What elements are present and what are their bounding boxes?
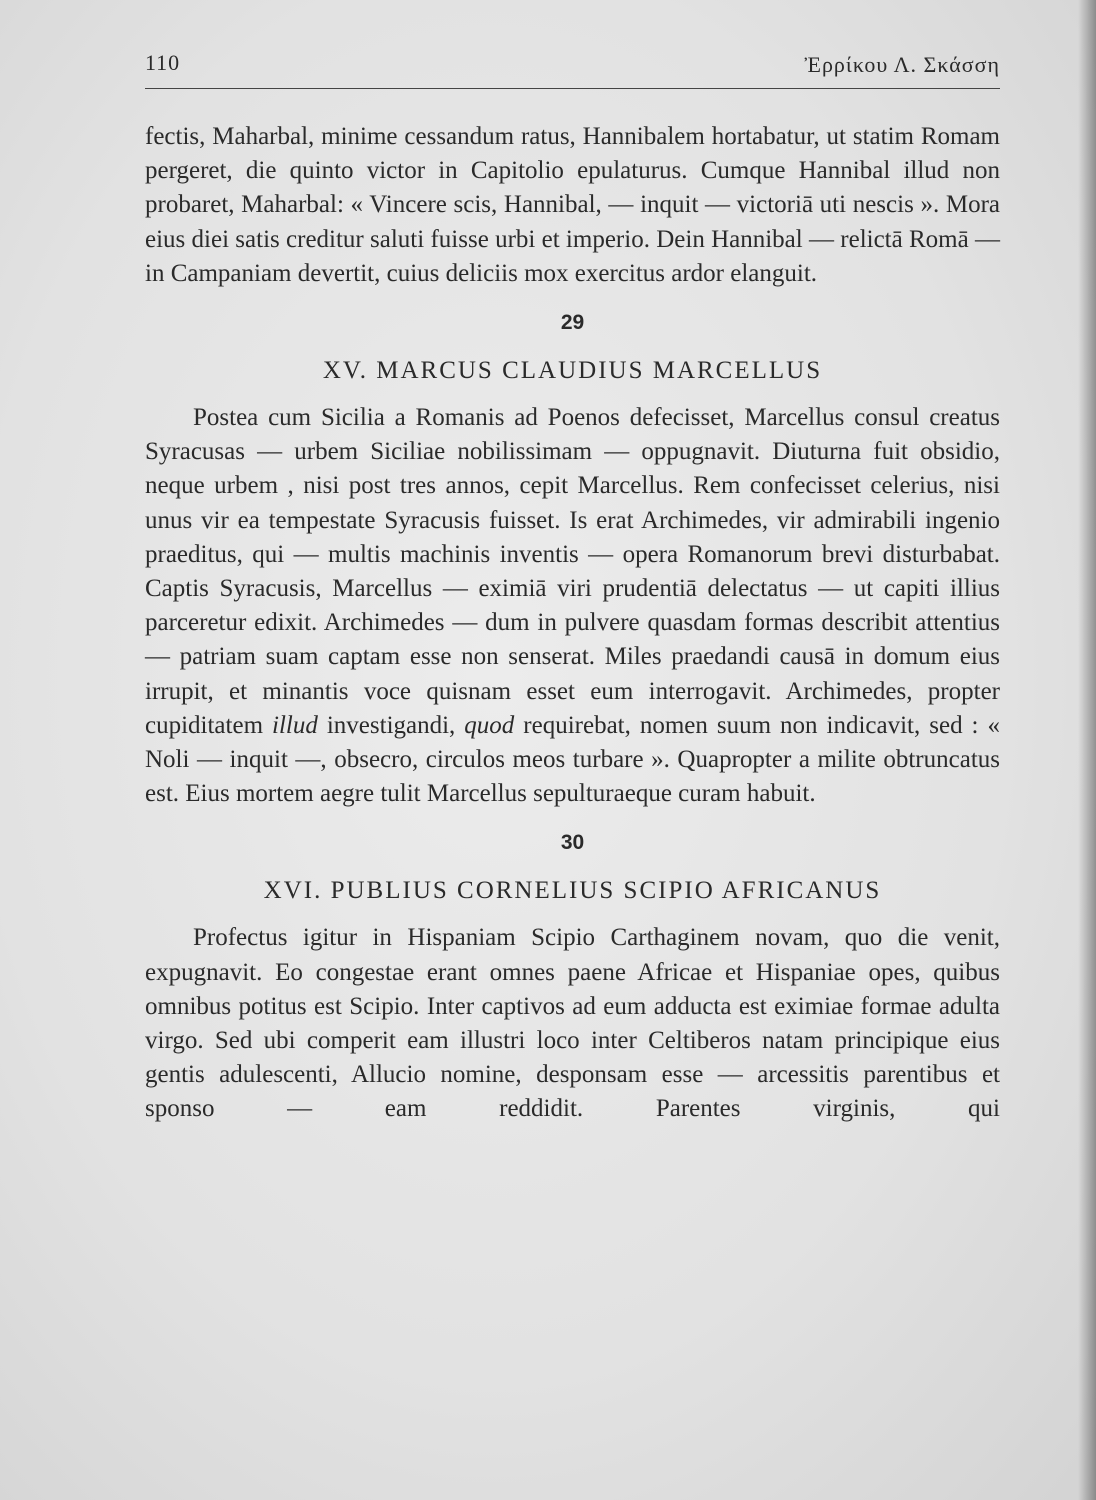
running-head: Ἐρρίκου Λ. Σκάσση [804,52,1000,77]
section-number: 29 [560,311,585,335]
section-number: 30 [560,831,585,855]
paragraph-text: requirebat, nomen suum non indicavit, sed : « Noli — inquit —, obsecro, circulos meos turbare ». Quapropter a milite obtruncatus est. Eius mortem aegre tulit Marcellus sepulturaeque curam habuit. [145,711,1000,808]
section-title: XV. MARCUS CLAUDIUS MARCELLUS [322,357,823,385]
paragraph-text: investigandi, [317,711,465,739]
page-edge-shadow [1078,0,1096,1500]
italic-word: quod [464,711,515,739]
italic-word: illud [272,711,318,739]
section-paragraph [145,401,1000,811]
intro-paragraph: fectis, Maharbal, minime cessandum ratus, Hannibalem hortabatur, ut statim Romam pergeret, die quinto victor in Capitolio epulaturus. Cumque Hannibal illud non probaret, Maharbal: « Vincere scis, Hannibal, — inquit — victoriā uti nescis ». Mora eius diei satis creditur saluti fuisse urbi et imperio. Dein Hannibal — relictā Romā — in Campaniam devertit, cuius deliciis mox exercitus ardor elanguit. [145,123,1000,287]
section-paragraph: Profectus igitur in Hispaniam Scipio Carthaginem novam, quo die venit, expugnavit. Eo congestae erant omnes paene Africae et Hispaniae opes, quibus omnibus potitus est Scipio. Inter captivos ad eum adducta est eximiae formae adulta virgo. Sed ubi comperit eam illustri loco inter Celtiberos natam principique eius gentis adulescenti, Allucio nomine, desponsam esse — arcessitis parentibus et sponso — eam reddidit. Parentes virginis, qui [145,924,1000,1123]
page-number: 110 [145,50,181,75]
section-title: XVI. PUBLIUS CORNELIUS SCIPIO AFRICANUS [263,877,882,905]
header-rule [145,88,1000,89]
paragraph-text: Postea cum Sicilia a Romanis ad Poenos defecisset, Marcellus consul creatus Syracusas — urbem Siciliae nobilissimam — oppugnavit. Diuturna fuit obsidio, neque urbem , nisi post tres annos, cepit Marcellus. Rem confecisset celerius, nisi unus vir ea tempestate Syracusis fuisset. Is erat Archimedes, vir admirabili ingenio praeditus, qui — multis machinis inventis — opera Romanorum brevi disturbabat. Captis Syracusis, Marcellus — eximiā viri prudentiā delectatus — ut capiti illius parceretur edixit. Archimedes — dum in pulvere quasdam formas describit attentius — patriam suam captam esse non senserat. Miles praedandi causā in domum eius irrupit, et minantis voce quisnam esset eum interrogavit. Archimedes, propter cupiditatem [145,404,1000,739]
body-text [145,120,1000,1127]
page-header [145,50,1000,90]
